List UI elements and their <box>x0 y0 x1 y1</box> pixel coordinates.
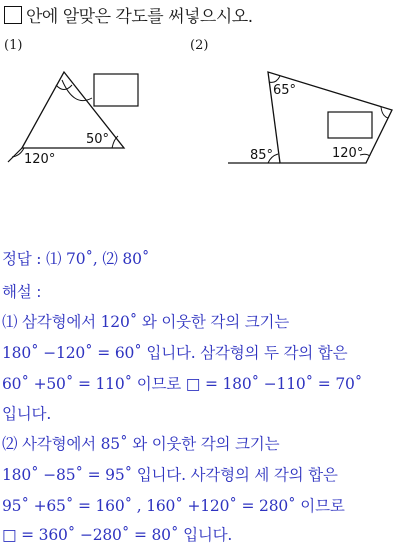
explanation-line: 180˚ −85˚ = 95˚ 입니다. 사각형의 세 각의 합은 <box>2 466 338 484</box>
fig2-angle-b-label: 85° <box>250 148 274 163</box>
explanation-line: 180˚ −120˚ = 60˚ 입니다. 삼각형의 두 각의 합은 <box>2 344 348 362</box>
problem-2-number: (2) <box>190 38 209 53</box>
explanation-label: 해설 : <box>2 283 42 301</box>
quadrilateral-figure <box>222 60 400 170</box>
explanation-line: 60˚ +50˚ = 110˚ 이므로 □ = 180˚ −110˚ = 70˚ <box>2 375 363 393</box>
problem-1-number: (1) <box>4 38 23 53</box>
problem-title <box>4 2 253 27</box>
fig2-angle-c-label: 120° <box>332 146 364 161</box>
fig1-angle-b-label: 120° <box>24 152 56 167</box>
fig2-angle-a-label: 65° <box>273 83 297 98</box>
triangle-figure <box>0 60 185 170</box>
explanation-line: ⑴ 삼각형에서 120˚ 와 이웃한 각의 크기는 <box>2 313 290 331</box>
explanation-line: ⑵ 사각형에서 85˚ 와 이웃한 각의 크기는 <box>2 435 280 453</box>
explanation-line: 입니다. <box>2 405 52 423</box>
answer-line: 정답 : ⑴ 70˚, ⑵ 80˚ <box>2 250 150 268</box>
explanation-line: 95˚ +65˚ = 160˚ , 160˚ +120˚ = 280˚ 이므로 <box>2 497 345 515</box>
explanation-line: □ = 360˚ −280˚ = 80˚ 입니다. <box>2 526 233 544</box>
title-text: 안에 알맞은 각도를 써넣으시오. <box>26 7 253 27</box>
fig1-angle-a-label: 50° <box>86 132 110 147</box>
blank-box-icon <box>4 6 22 24</box>
